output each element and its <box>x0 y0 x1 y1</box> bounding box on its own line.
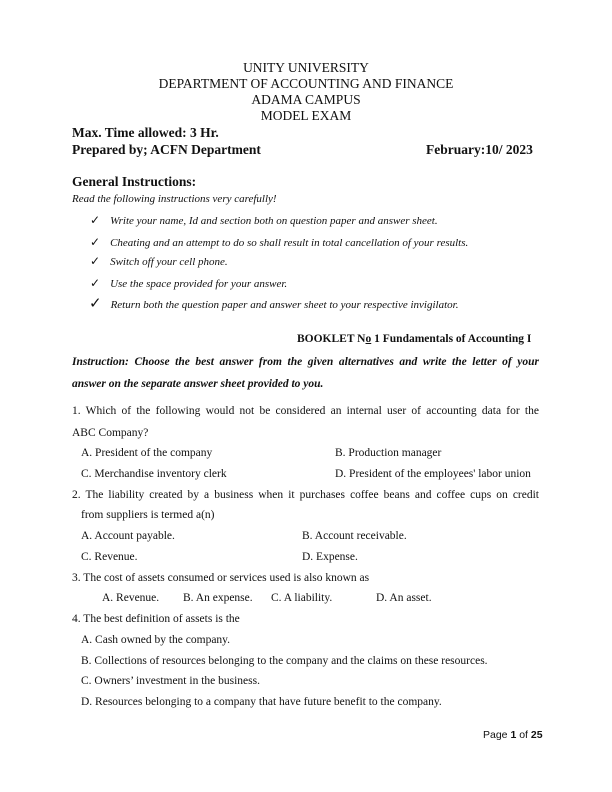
question-4-stem: 4. The best definition of assets is the <box>72 613 240 625</box>
prepared-by: Prepared by; ACFN Department <box>72 142 261 157</box>
check-mark-icon: ✓ <box>90 254 101 268</box>
department-name: DEPARTMENT OF ACCOUNTING AND FINANCE <box>158 76 454 91</box>
booklet-title: BOOKLET No 1 Fundamentals of Accounting I <box>297 333 532 345</box>
general-instructions-heading: General Instructions: <box>72 174 197 189</box>
q4-option-d: D. Resources belonging to a company that have future benefit to the company. <box>81 696 442 708</box>
university-name: UNITY UNIVERSITY <box>243 60 369 75</box>
q2-option-a: A. Account payable. <box>81 530 175 542</box>
q2-option-c: C. Revenue. <box>81 551 138 563</box>
q3-option-c: C. A liability. <box>271 592 333 604</box>
question-2-stem: 2. The liability created by a business when it purchases coffee beans and coffee cups on credit <box>72 489 539 501</box>
question-1-stem-cont: ABC Company? <box>72 427 149 439</box>
instruction-item: ✓ Return both the question paper and answer sheet to your respective invigilator. <box>89 294 459 312</box>
question-3-stem: 3. The cost of assets consumed or services used is also known as <box>72 572 370 584</box>
check-mark-icon: ✓ <box>89 294 102 312</box>
q1-option-b: B. Production manager <box>335 447 442 459</box>
q4-option-a: A. Cash owned by the company. <box>81 634 231 646</box>
campus-name: ADAMA CAMPUS <box>251 92 361 107</box>
question-1-stem: 1. Which of the following would not be considered an internal user of accounting data for the <box>72 405 539 417</box>
instruction-item: ✓ Write your name, Id and section both on question paper and answer sheet. <box>90 213 438 227</box>
instruction-item: ✓ Use the space provided for your answer. <box>90 276 288 290</box>
exam-date: February:10/ 2023 <box>426 142 533 157</box>
q1-option-c: C. Merchandise inventory clerk <box>81 468 227 480</box>
page-number: Page 1 of 25 <box>483 729 543 741</box>
check-mark-icon: ✓ <box>90 235 101 249</box>
instructions-intro: Read the following instructions very carefully! <box>72 193 277 205</box>
q2-option-d: D. Expense. <box>302 551 358 563</box>
check-mark-icon: ✓ <box>90 213 101 227</box>
q1-option-d: D. President of the employees' labor union <box>335 468 531 480</box>
section-instruction-line1: Instruction: Choose the best answer from the given alternatives and write the letter of your <box>72 356 539 368</box>
section-instruction-line2: answer on the separate answer sheet provided to you. <box>72 378 324 390</box>
q2-option-b: B. Account receivable. <box>302 530 407 542</box>
check-mark-icon: ✓ <box>90 276 101 290</box>
instruction-item: ✓ Switch off your cell phone. <box>90 254 228 268</box>
time-allowed: Max. Time allowed: 3 Hr. <box>72 125 219 140</box>
q4-option-b: B. Collections of resources belonging to the company and the claims on these resources. <box>81 655 488 667</box>
exam-title: MODEL EXAM <box>260 108 352 123</box>
q3-option-a: A. Revenue. <box>102 592 160 604</box>
instruction-item: ✓ Cheating and an attempt to do so shall result in total cancellation of your results. <box>90 235 469 249</box>
q3-option-b: B. An expense. <box>183 592 253 604</box>
question-2-stem-cont: from suppliers is termed a(n) <box>81 509 215 521</box>
q1-option-a: A. President of the company <box>81 447 213 459</box>
q3-option-d: D. An asset. <box>376 592 432 604</box>
q4-option-c: C. Owners’ investment in the business. <box>81 675 260 687</box>
